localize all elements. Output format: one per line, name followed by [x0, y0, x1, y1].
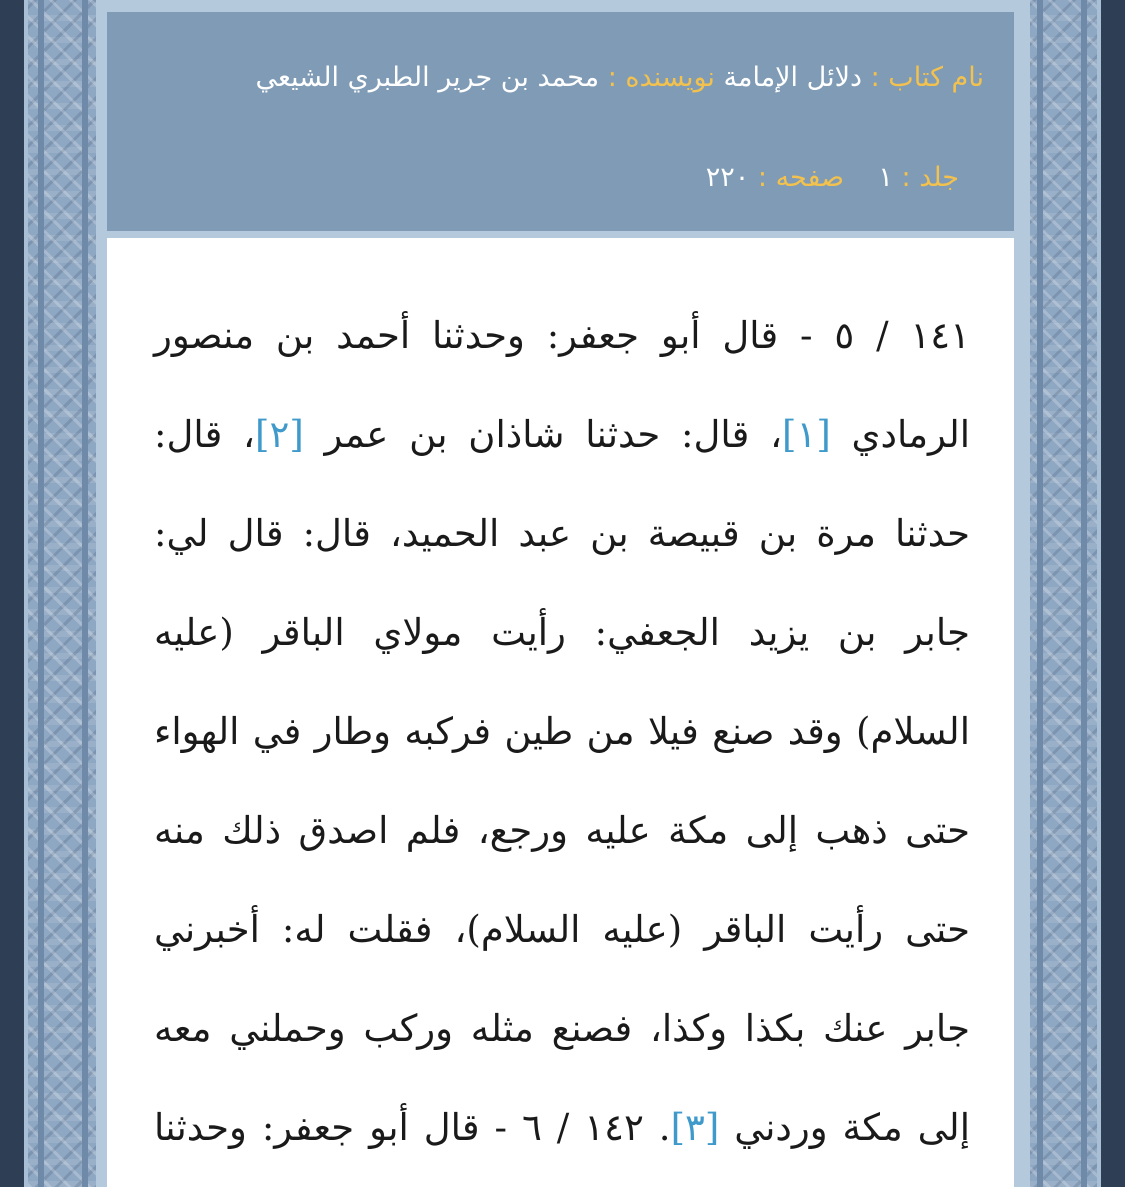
text-segment: حدثنا مرة بن قبيصة بن عبد الحميد، قال: قال لي: [154, 512, 970, 555]
footnote-link[interactable]: [٣] [670, 1106, 720, 1149]
text-line [154, 286, 970, 385]
text-line [154, 385, 970, 484]
text-line [154, 781, 970, 880]
text-content-panel [107, 238, 1014, 1187]
text-line [154, 880, 970, 979]
text-segment: ، قال: حدثنا شاذان بن عمر [303, 413, 783, 456]
text-line [154, 979, 970, 1078]
text-line [154, 583, 970, 682]
hadith-text [154, 286, 970, 1177]
text-segment: . ١٤٢ / ٦ - قال أبو جعفر: وحدثنا [154, 1106, 671, 1149]
text-segment: جابر عنك بكذا وكذا، فصنع مثله وركب وحملني معه [154, 1007, 970, 1050]
text-segment: ، قال: [154, 413, 255, 456]
book-title[interactable]: دلائل الإمامة [723, 62, 863, 93]
right-ornament-band [1023, 0, 1101, 1187]
text-line [154, 682, 970, 781]
text-segment: جابر بن يزيد الجعفي: رأيت مولاي الباقر (عليه [154, 611, 970, 654]
page-value: ۲۲۰ [705, 162, 750, 193]
text-segment: الرمادي [830, 413, 971, 456]
page-label: صفحه : [757, 162, 845, 193]
text-segment: ١٤١ / ٥ - قال أبو جعفر: وحدثنا أحمد بن منصور [154, 314, 970, 357]
book-title-label: نام کتاب : [870, 62, 984, 93]
book-info-header [107, 12, 1014, 231]
volume-value: ۱ [878, 162, 893, 193]
volume-label: جلد : [901, 162, 959, 193]
volume-page-line [706, 162, 959, 193]
text-line [154, 1078, 970, 1177]
text-segment: حتى ذهب إلى مكة عليه ورجع، فلم اصدق ذلك منه [154, 809, 970, 852]
left-ornament-band [24, 0, 102, 1187]
author-label: نويسنده : [607, 62, 715, 93]
book-author-line [256, 62, 985, 93]
author-name[interactable]: محمد بن جرير الطبري الشيعي [255, 62, 600, 93]
footnote-link[interactable]: [١] [782, 413, 831, 456]
text-segment: حتى رأيت الباقر (عليه السلام)، فقلت له: أخبرني [154, 908, 970, 951]
text-segment: السلام) وقد صنع فيلا من طين فركبه وطار في الهواء [154, 710, 970, 753]
text-segment: إلى مكة وردني [719, 1106, 970, 1149]
footnote-link[interactable]: [٢] [255, 413, 304, 456]
text-line [154, 484, 970, 583]
